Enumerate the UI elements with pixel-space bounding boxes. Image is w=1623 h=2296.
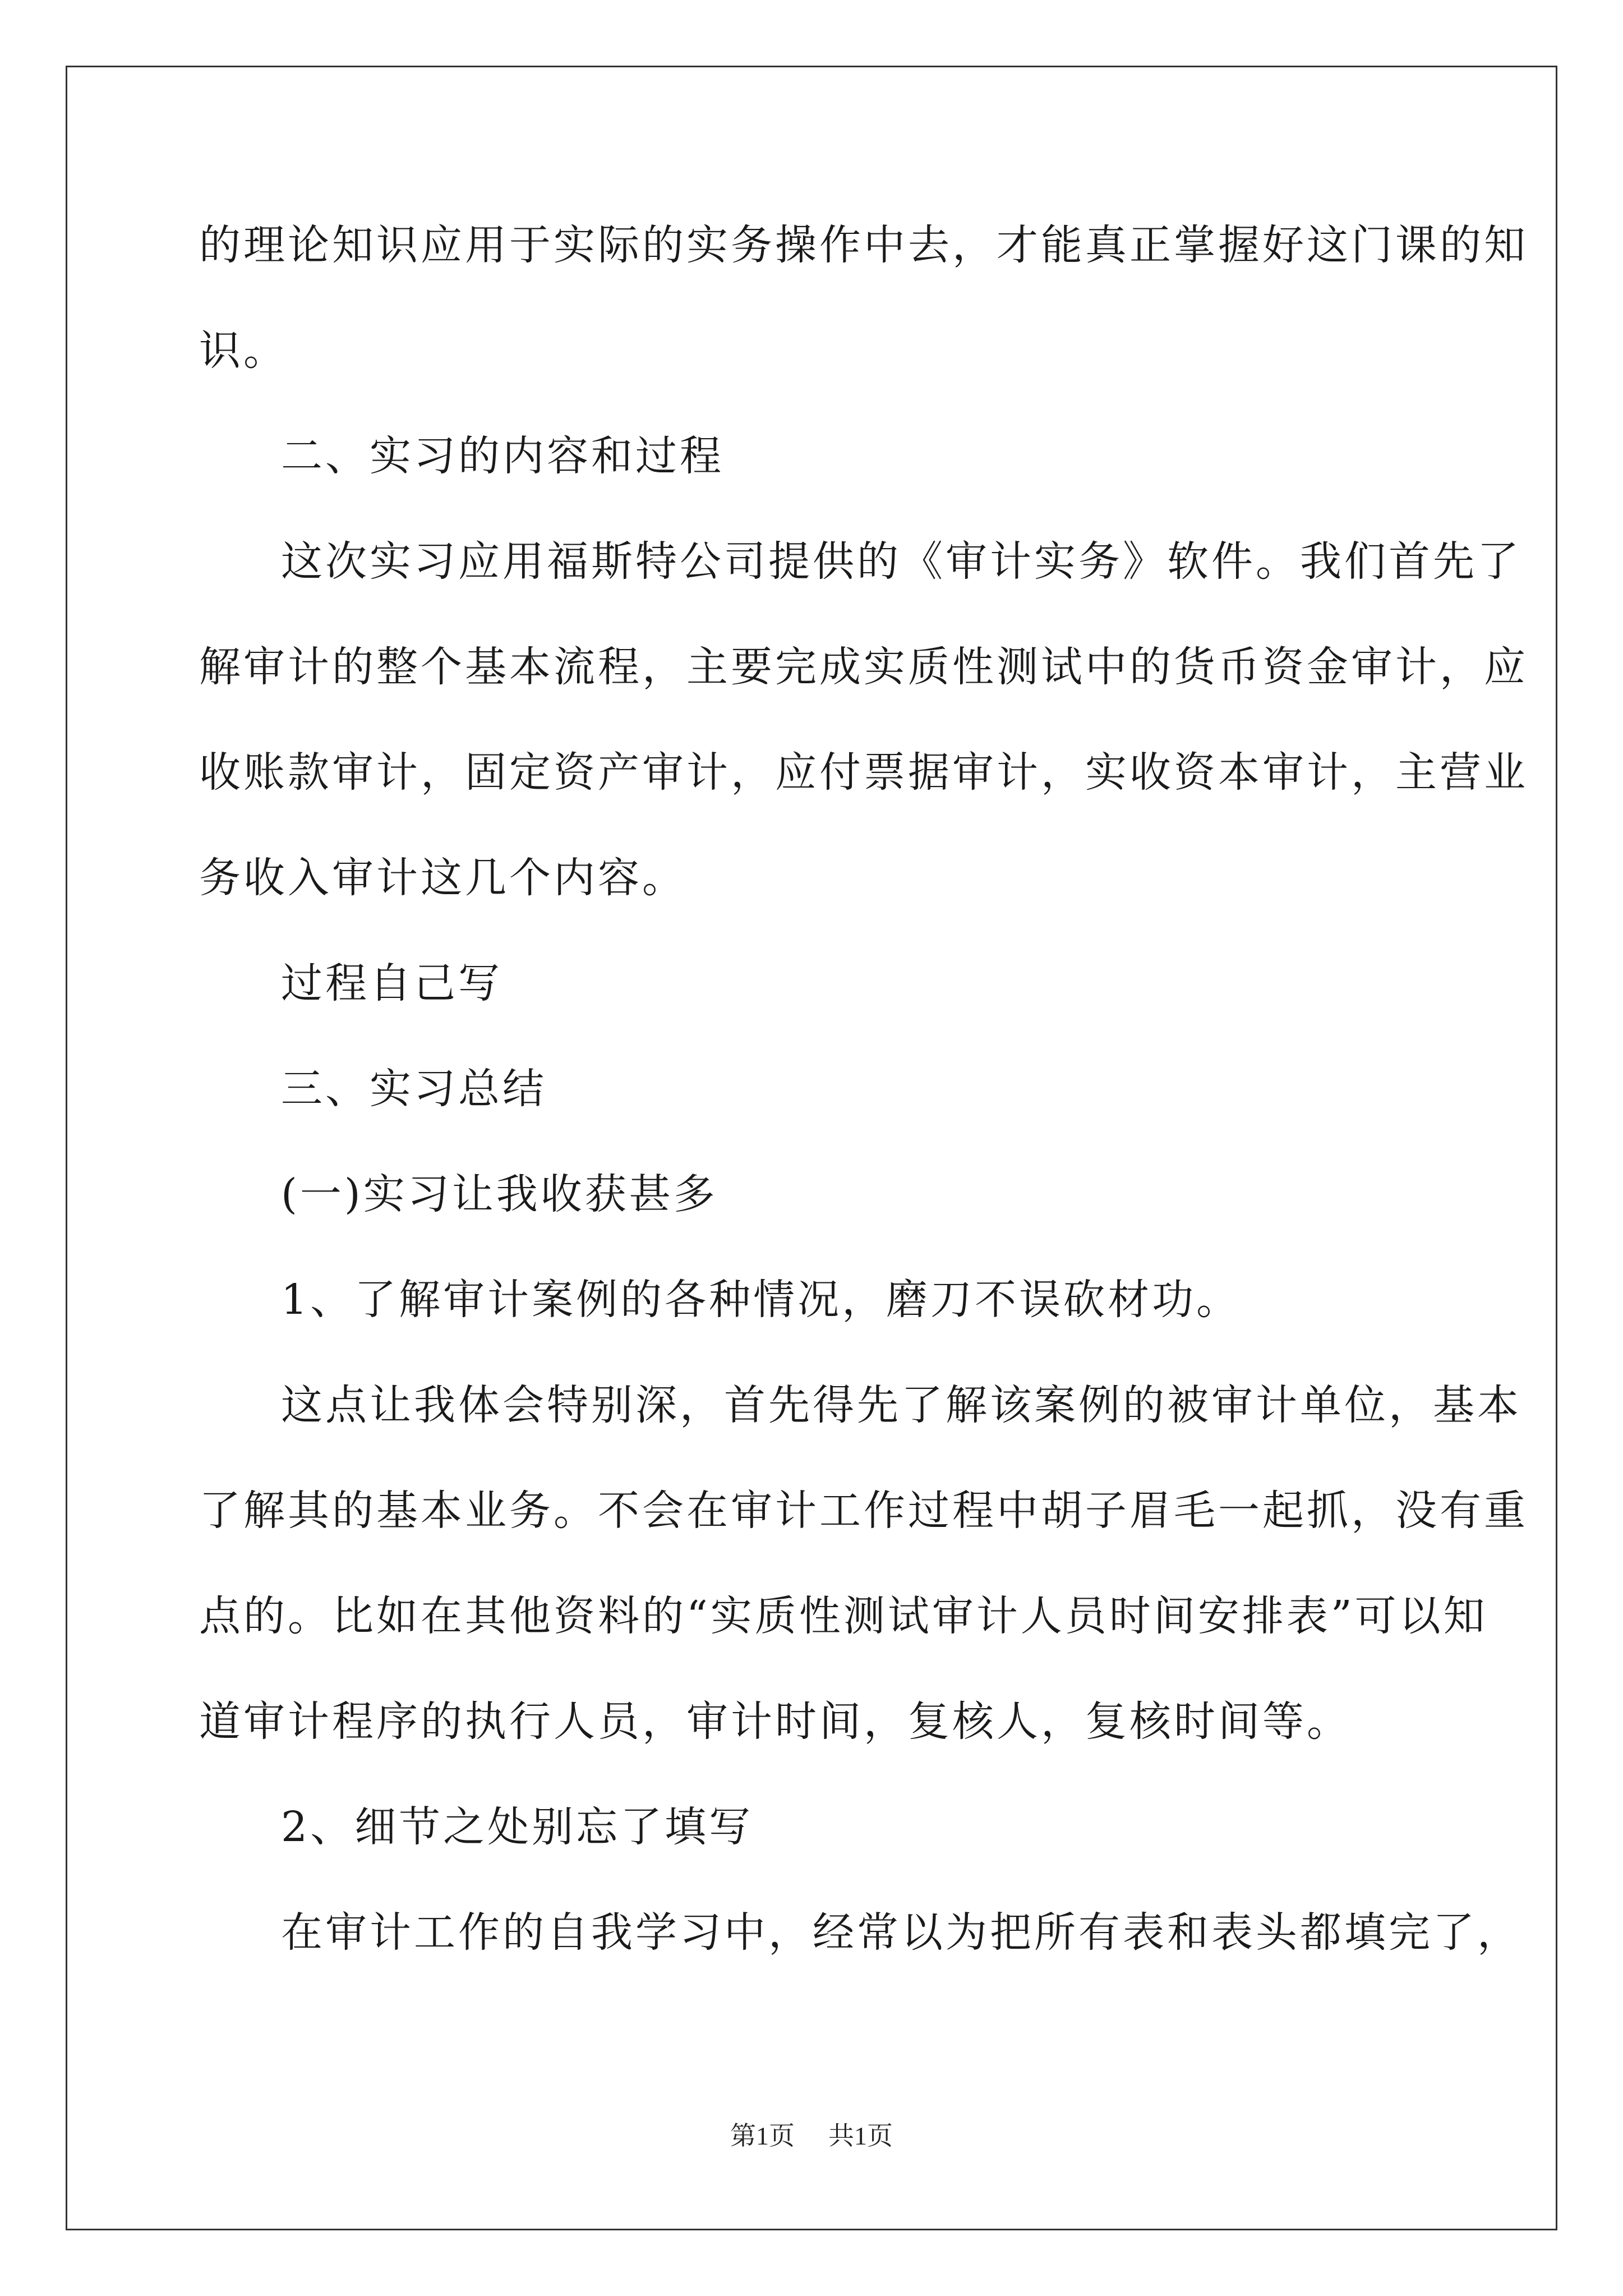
text-line: 了解其的基本业务。不会在审计工作过程中胡子眉毛一起抓，没有重 [199,1487,1528,1535]
page-number-total: 共1页 [828,2122,893,2150]
text-line: 道审计程序的执行人员，审计时间，复核人，复核时间等。 [199,1697,1351,1746]
page-footer [0,2119,1623,2153]
text-line: 的理论知识应用于实际的实务操作中去，才能真正掌握好这门课的知 [199,221,1528,269]
text-line: 在审计工作的自我学习中，经常以为把所有表和表头都填完了， [281,1908,1521,1957]
text-line: 这点让我体会特别深，首先得先了解该案例的被审计单位，基本 [281,1381,1521,1429]
text-line: 这次实习应用福斯特公司提供的《审计实务》软件。我们首先了 [281,537,1521,586]
list-item-heading: 2、细节之处别忘了填写 [281,1803,754,1851]
text-line: 收账款审计，固定资产审计，应付票据审计，实收资本审计，主营业 [199,748,1528,797]
page-number-current: 第1页 [730,2122,795,2150]
list-item-heading: 1、了解审计案例的各种情况，磨刀不误砍材功。 [281,1276,1241,1324]
text-line: 点的。比如在其他资料的“实质性测试审计人员时间安排表”可以知 [199,1592,1488,1640]
text-line: 识。 [199,326,288,375]
text-line: 务收入审计这几个内容。 [199,854,686,902]
section-heading: 三、实习总结 [281,1065,547,1113]
text-line: 解审计的整个基本流程，主要完成实质性测试中的货币资金审计，应 [199,643,1528,691]
text-line: 过程自己写 [281,959,502,1007]
subsection-heading: (一)实习让我收获甚多 [281,1170,718,1218]
section-heading: 二、实习的内容和过程 [281,432,724,480]
